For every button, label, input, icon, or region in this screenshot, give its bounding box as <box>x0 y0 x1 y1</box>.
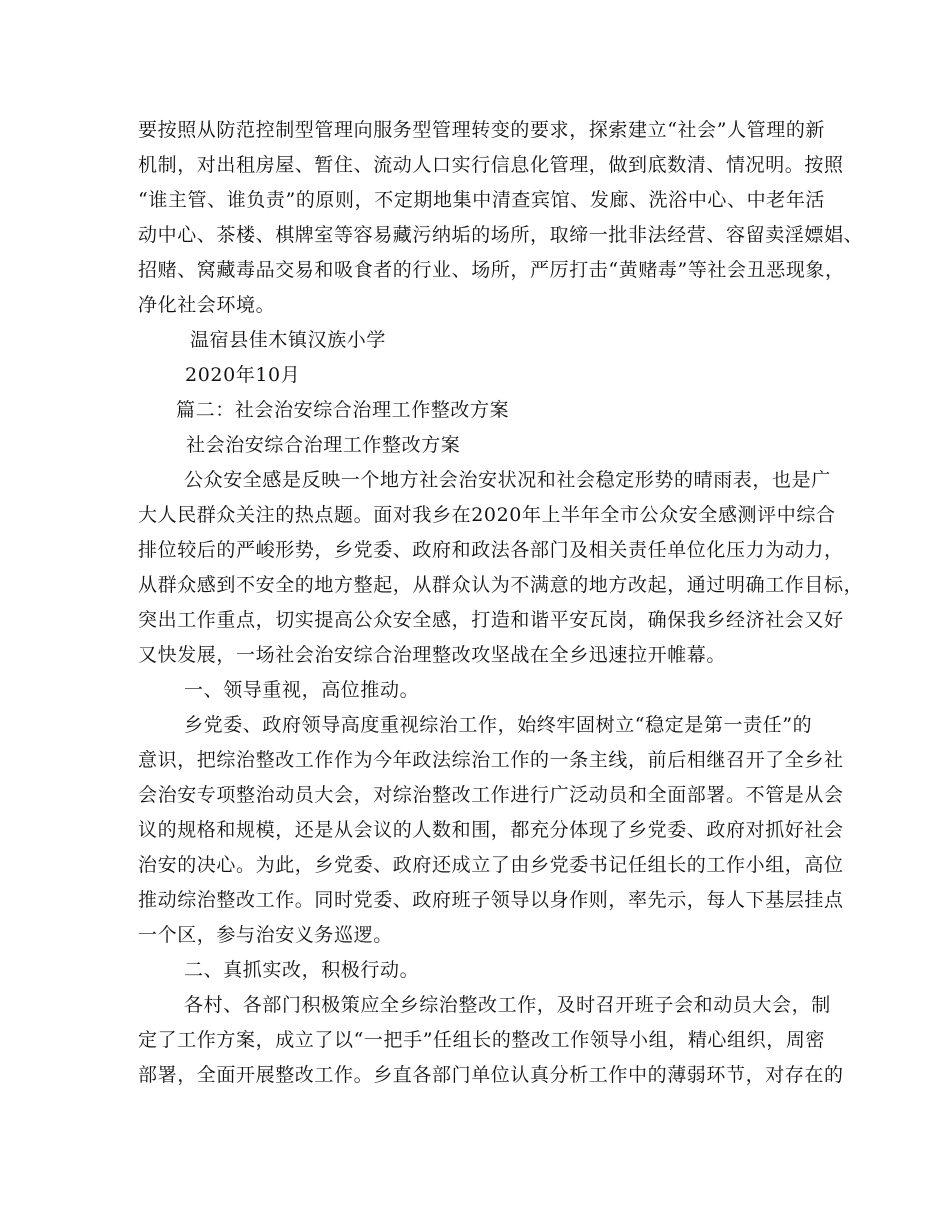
body-line: 部署，全面开展整改工作。乡直各部门单位认真分析工作中的薄弱环节，对存在的 <box>138 1064 844 1086</box>
body-line: 机制，对出租房屋、暂住、流动人口实行信息化管理，做到底数清、情况明。按照 <box>138 154 844 176</box>
paragraph-start: 公众安全感是反映一个地方社会治安状况和社会稳定形势的晴雨表，也是广 <box>184 469 831 491</box>
subheading-two: 二、真抓实改，积极行动。 <box>184 959 420 981</box>
body-line: 动中心、茶楼、棋牌室等容易藏污纳垢的场所，取缔一批非法经营、容留卖淫嫖娼、 <box>138 224 864 246</box>
body-line: 一个区，参与治安义务巡逻。 <box>138 924 393 946</box>
body-line: 突出工作重点，切实提高公众安全感，打造和谐平安瓦岗，确保我乡经济社会又好 <box>138 609 844 631</box>
body-line: 从群众感到不安全的地方整起，从群众认为不满意的地方改起，通过明确工作目标， <box>138 574 864 596</box>
body-line: 意识，把综治整改工作作为今年政法综治工作的一条主线，前后相继召开了全乡社 <box>138 749 844 771</box>
body-line: “谁主管、谁负责”的原则，不定期地集中清查宾馆、发廊、洗浴中心、中老年活 <box>138 189 826 211</box>
body-line: 要按照从防范控制型管理向服务型管理转变的要求，探索建立“社会”人管理的新 <box>138 119 826 141</box>
body-line: 推动综治整改工作。同时党委、政府班子领导以身作则，率先示，每人下基层挂点 <box>138 889 844 911</box>
body-line: 大人民群众关注的热点题。面对我乡在2020年上半年全市公众安全感测评中综合 <box>138 504 836 526</box>
paragraph-start: 各村、各部门积极策应全乡综治整改工作，及时召开班子会和动员大会，制 <box>184 994 831 1016</box>
paragraph-start: 乡党委、政府领导高度重视综治工作，始终牢固树立“稳定是第一责任”的 <box>184 714 813 736</box>
body-line: 净化社会环境。 <box>138 294 276 316</box>
body-line: 定了工作方案，成立了以“一把手”任组长的整改工作领导小组，精心组织，周密 <box>138 1029 826 1051</box>
signature-school: 温宿县佳木镇汉族小学 <box>190 329 387 351</box>
body-line: 排位较后的严峻形势，乡党委、政府和政法各部门及相关责任单位化压力为动力， <box>138 539 844 561</box>
signature-date: 2020年10月 <box>185 364 301 386</box>
body-line: 会治安专项整治动员大会，对综治整改工作进行广泛动员和全面部署。不管是从会 <box>138 784 844 806</box>
subheading-one: 一、领导重视，高位推动。 <box>184 679 420 701</box>
body-line: 招赌、窝藏毒品交易和吸食者的行业、场所，严厉打击“黄赌毒”等社会丑恶现象， <box>138 259 845 281</box>
section-heading: 篇二：社会治安综合治理工作整改方案 <box>176 399 510 421</box>
body-line: 治安的决心。为此，乡党委、政府还成立了由乡党委书记任组长的工作小组，高位 <box>138 854 844 876</box>
body-line: 议的规格和规模，还是从会议的人数和围，都充分体现了乡党委、政府对抓好社会 <box>138 819 844 841</box>
body-line: 又快发展，一场社会治安综合治理整改攻坚战在全乡迅速拉开帷幕。 <box>138 644 727 666</box>
document-title: 社会治安综合治理工作整改方案 <box>186 434 461 456</box>
